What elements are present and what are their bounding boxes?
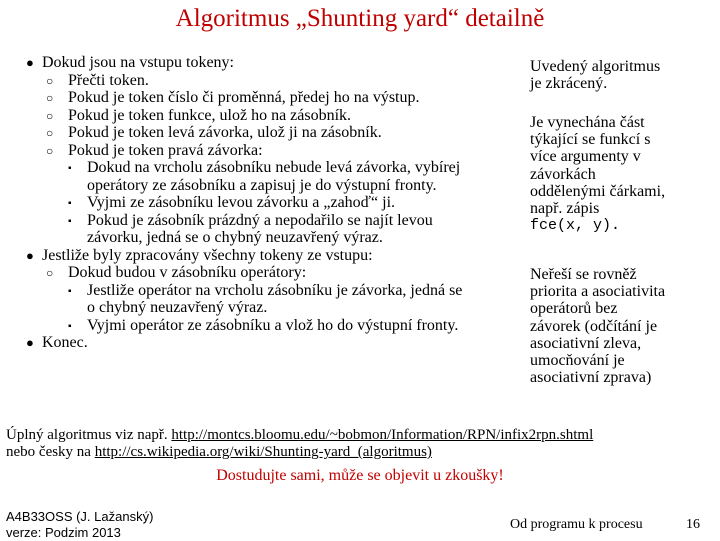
reference-prefix: nebo česky na [6, 444, 95, 460]
side-note-functions [530, 114, 665, 234]
page-number: 16 [686, 517, 700, 532]
list-item [22, 247, 522, 265]
list-item-text: Dokud budou v zásobníku operátory: [68, 264, 307, 281]
course-code: A4B33OSS (J. Lažanský) [6, 509, 154, 524]
bullet-square-icon: ▪ [68, 215, 72, 227]
full-algorithm-reference [6, 427, 718, 444]
bullet-circle-icon: ○ [46, 73, 54, 88]
bullet-dot-icon: ● [26, 55, 34, 70]
list-item-text: Vyjmi operátor ze zásobníku a vlož ho do výstupní fronty. [87, 316, 459, 334]
bullet-square-icon: ▪ [68, 198, 72, 209]
lecture-name: Od programu k procesu [510, 517, 643, 532]
code-example: fce(x, y). [530, 217, 621, 235]
list-item [22, 282, 522, 300]
list-item-text: Jestliže byly zpracovány všechny tokeny ze vstupu: [42, 246, 373, 264]
side-note-line: Neřeší se rovněž [530, 266, 637, 283]
side-note-line: např. zápis [530, 200, 600, 218]
side-note-line: asociativní zprava) [530, 369, 652, 387]
bullet-circle-icon: ○ [46, 91, 54, 105]
study-note: Dostudujte sami, může se objevit u zkoušky! [216, 467, 504, 484]
bullet-square-icon: ▪ [68, 163, 72, 174]
side-note-line: týkající se funkcí s [530, 131, 651, 149]
list-item [22, 72, 522, 90]
reference-link-english[interactable]: http://montcs.bloomu.edu/~bobmon/Information/RPN/infix2rpn.shtml [171, 427, 594, 443]
list-item-continuation: operátory ze zásobníku a zapisuj je do výstupní fronty. [87, 176, 437, 194]
footer-course-info [6, 509, 153, 541]
side-note-line: Je vynechána část [530, 114, 645, 131]
bullet-circle-icon: ○ [46, 108, 54, 123]
side-note-line: priorita a asociativita [530, 283, 666, 301]
list-item-text: Pokud je token číslo či proměnná, předej ho na výstup. [68, 89, 420, 106]
side-note-line: je zkrácený. [530, 75, 608, 93]
side-note-line: oddělenými čárkami, [530, 182, 666, 200]
bullet-circle-icon: ○ [46, 143, 54, 158]
list-item [22, 124, 522, 142]
list-item [22, 142, 522, 160]
bullet-square-icon: ▪ [68, 320, 72, 332]
side-note-line: Uvedený algoritmus [530, 58, 661, 75]
side-note-abbreviated [530, 58, 660, 92]
list-item-continuation: o chybný neuzavřený výraz. [87, 299, 268, 316]
side-note-line: závorek (odčítání je [530, 317, 658, 335]
algorithm-steps [22, 54, 522, 352]
list-item-text: Pokud je token levá závorka, ulož ji na zásobník. [68, 124, 382, 141]
bullet-dot-icon: ● [26, 247, 34, 263]
side-note-line: asociativní zleva, [530, 334, 642, 352]
list-item [22, 107, 522, 125]
bullet-square-icon: ▪ [68, 285, 72, 297]
reference-link-czech[interactable]: http://cs.wikipedia.org/wiki/Shunting-yard_(algoritmus) [94, 444, 432, 460]
list-item [22, 194, 522, 212]
bullet-circle-icon: ○ [46, 266, 54, 280]
side-note-line: více argumenty v [530, 148, 641, 166]
list-item [22, 334, 522, 352]
side-note-priority [530, 266, 665, 386]
list-item-text: Pokud je token funkce, ulož ho na zásobník. [68, 106, 352, 124]
list-item-text: Dokud jsou na vstupu tokeny: [42, 54, 234, 71]
side-note-line: umocňování je [530, 352, 625, 370]
list-item-text: Přečti token. [68, 71, 149, 89]
list-item [22, 89, 522, 107]
list-item [22, 159, 522, 177]
side-note-line: závorkách [530, 165, 596, 183]
list-item [22, 54, 522, 72]
slide-title: Algoritmus „Shunting yard“ detailně [175, 5, 545, 32]
version: verze: Podzim 2013 [6, 525, 121, 540]
list-item-text: Dokud na vrcholu zásobníku nebude levá závorka, vybírej [87, 159, 461, 176]
list-item [22, 264, 522, 282]
czech-reference [6, 444, 718, 461]
list-item [22, 317, 522, 335]
list-item-text: Vyjmi ze zásobníku levou závorku a „zahoď“ ji. [87, 194, 396, 211]
bullet-dot-icon: ● [26, 335, 34, 350]
list-item-text: Pokud je zásobník prázdný a nepodařilo se najít levou [87, 211, 433, 229]
reference-prefix: Úplný algoritmus viz např. [6, 427, 172, 443]
list-item-text: Pokud je token pravá závorka: [68, 141, 263, 159]
list-item-continuation: závorku, jedná se o chybný neuzavřený výraz. [87, 229, 383, 246]
list-item-text: Konec. [42, 334, 88, 351]
side-note-line: operátorů bez [530, 300, 618, 318]
list-item-text: Jestliže operátor na vrcholu zásobníku je závorka, jedná se [87, 281, 463, 299]
bullet-circle-icon: ○ [46, 126, 54, 140]
list-item [22, 212, 522, 230]
